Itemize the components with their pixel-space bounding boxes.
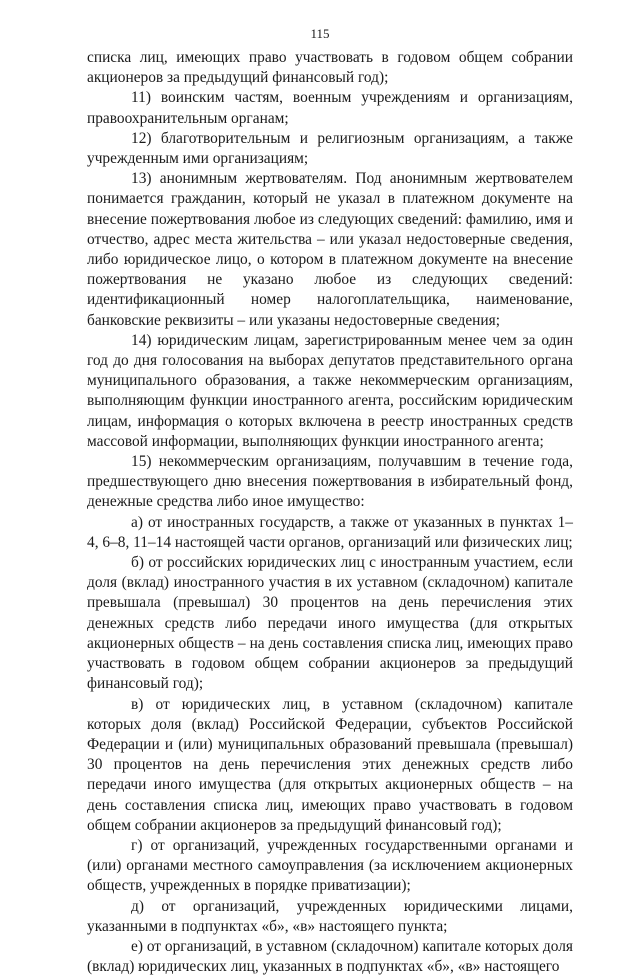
subparagraph-d: д) от организаций, учрежденных юридическими лицами, указанными в подпунктах «б», «в» настоящего пункта; (87, 897, 573, 935)
paragraph-item-14: 14) юридическим лицам, зарегистрированным менее чем за один год до дня голосования на выборах депутатов представительного органа муниципального образования, а также некоммерческим организациям, выполняющим функции иностранного агента, российским юридическим лицам, информация о которых включена в реестр иностранных средств массовой информации, выполняющих функции иностранного агента; (87, 331, 573, 450)
document-body (87, 48, 573, 977)
subparagraph-b: б) от российских юридических лиц с иностранным участием, если доля (вклад) иностранного участия в их уставном (складочном) капитале превышала (превышал) 30 процентов на день перечисления этих денежных средств либо передачи иного имущества (для открытых акционерных обществ – на день составления списка лиц, имеющих право участвовать в годовом общем собрании акционеров за предыдущий финансовый год); (87, 554, 573, 693)
subparagraph-g: г) от организаций, учрежденных государственными органами и (или) органами местного самоуправления (за исключением акционерных обществ, учрежденных в порядке приватизации); (87, 836, 573, 895)
subparagraph-e: е) от организаций, в уставном (складочном) капитале которых доля (вклад) юридических лиц, указанных в подпунктах «б», «в» настоящего (87, 937, 573, 976)
paragraph-item-12: 12) благотворительным и религиозным организациям, а также учрежденным ими организациям; (87, 129, 573, 168)
paragraph-continuation: списка лиц, имеющих право участвовать в годовом общем собрании акционеров за предыдущий финансовый год); (87, 49, 573, 87)
paragraph-item-11: 11) воинским частям, военным учреждениям и организациям, правоохранительным органам; (87, 89, 573, 127)
page-number: 115 (310, 26, 330, 41)
subparagraph-a: а) от иностранных государств, а также от указанных в пунктах 1–4, 6–8, 11–14 настоящей части органов, организаций или физических лиц; (87, 513, 573, 551)
paragraph-item-13: 13) анонимным жертвователям. Под анонимным жертвователем понимается гражданин, который не указал в платежном документе на внесение пожертвования любое из следующих сведений: фамилию, имя и отчество, адрес места жительства – или указал недостоверные сведения, либо юридическое лицо, о котором в платежном документе на внесение пожертвования не указано любое из следующих сведений: идентификационный номер налогоплательщика, наименование, банковские реквизиты – или указаны недостоверные сведения; (87, 170, 573, 329)
paragraph-item-15: 15) некоммерческим организациям, получавшим в течение года, предшествующего дню внесения пожертвования в избирательный фонд, денежные средства либо иное имущество: (87, 453, 573, 511)
subparagraph-v: в) от юридических лиц, в уставном (складочном) капитале которых доля (вклад) Российской Федерации, субъектов Российской Федерации и (или) муниципальных образований превышала (превышал) 30 процентов на день перечисления этих денежных средств либо передачи иного имущества (для открытых акционерных обществ – на день составления списка лиц, имеющих право участвовать в годовом общем собрании акционеров за предыдущий финансовый год); (87, 695, 573, 834)
